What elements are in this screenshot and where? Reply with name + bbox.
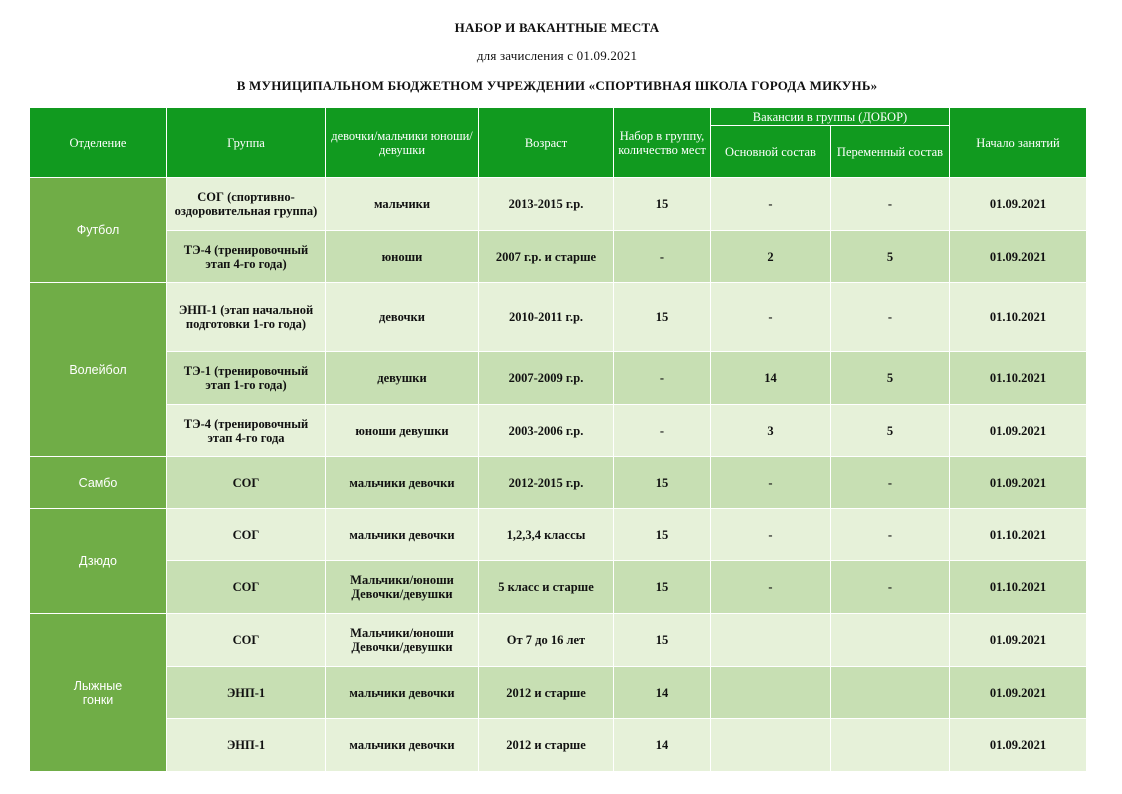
table-row — [30, 231, 1087, 283]
cell-main: 2 — [711, 231, 831, 283]
col-header-age: Возраст — [479, 108, 614, 178]
cell-start: 01.09.2021 — [950, 405, 1087, 457]
cell-start: 01.09.2021 — [950, 719, 1087, 772]
cell-start: 01.09.2021 — [950, 457, 1087, 509]
cell-recruit: - — [614, 405, 711, 457]
cell-group: СОГ (спортивно-оздоровительная группа) — [167, 178, 326, 231]
cell-recruit: 14 — [614, 719, 711, 772]
table-row — [30, 352, 1087, 405]
cell-age: 2013-2015 г.р. — [479, 178, 614, 231]
col-header-variable: Переменный состав — [831, 126, 950, 178]
cell-group: ТЭ-4 (тренировочный этап 4-го года — [167, 405, 326, 457]
cell-recruit: 15 — [614, 283, 711, 352]
cell-start: 01.09.2021 — [950, 178, 1087, 231]
cell-gender: юноши — [326, 231, 479, 283]
cell-age: 2012 и старше — [479, 719, 614, 772]
table-row — [30, 614, 1087, 667]
cell-group: СОГ — [167, 457, 326, 509]
table-row — [30, 509, 1087, 561]
cell-main — [711, 614, 831, 667]
table-row — [30, 561, 1087, 614]
col-header-vacancies: Вакансии в группы (ДОБОР) — [711, 108, 950, 126]
table-row — [30, 457, 1087, 509]
table-row — [30, 405, 1087, 457]
cell-gender: девочки — [326, 283, 479, 352]
cell-recruit: 15 — [614, 561, 711, 614]
col-header-start: Начало занятий — [950, 108, 1087, 178]
cell-group: ЭНП-1 — [167, 667, 326, 719]
cell-age: 2007 г.р. и старше — [479, 231, 614, 283]
cell-variable: 5 — [831, 231, 950, 283]
cell-start: 01.09.2021 — [950, 231, 1087, 283]
cell-main: - — [711, 178, 831, 231]
cell-variable — [831, 719, 950, 772]
cell-start: 01.10.2021 — [950, 283, 1087, 352]
cell-gender: девушки — [326, 352, 479, 405]
col-header-dept: Отделение — [30, 108, 167, 178]
cell-start: 01.09.2021 — [950, 667, 1087, 719]
cell-main: 3 — [711, 405, 831, 457]
col-header-recruit: Набор в группу, количество мест — [614, 108, 711, 178]
cell-group: ЭНП-1 (этап начальной подготовки 1-го года) — [167, 283, 326, 352]
cell-age: 2003-2006 г.р. — [479, 405, 614, 457]
institution-title: В МУНИЦИПАЛЬНОМ БЮДЖЕТНОМ УЧРЕЖДЕНИИ «СПОРТИВНАЯ ШКОЛА ГОРОДА МИКУНЬ» — [236, 78, 878, 93]
document-subtitle-date: для зачисления с 01.09.2021 — [476, 48, 638, 63]
cell-recruit: - — [614, 231, 711, 283]
cell-main: - — [711, 457, 831, 509]
cell-start: 01.10.2021 — [950, 352, 1087, 405]
cell-recruit: - — [614, 352, 711, 405]
cell-gender: мальчики девочки — [326, 667, 479, 719]
cell-gender: юноши девушки — [326, 405, 479, 457]
cell-main: - — [711, 283, 831, 352]
dept-ski-racing — [30, 614, 167, 772]
table-row — [30, 283, 1087, 352]
table-row — [30, 178, 1087, 231]
cell-group: ТЭ-4 (тренировочный этап 4-го года) — [167, 231, 326, 283]
cell-recruit: 15 — [614, 457, 711, 509]
cell-age: 2012 и старше — [479, 667, 614, 719]
cell-gender: Мальчики/юноши Девочки/девушки — [326, 614, 479, 667]
vacancies-table — [29, 107, 1087, 772]
dept-volleyball — [30, 283, 167, 457]
cell-recruit: 15 — [614, 178, 711, 231]
cell-variable: - — [831, 561, 950, 614]
cell-start: 01.09.2021 — [950, 614, 1087, 667]
cell-variable: 5 — [831, 352, 950, 405]
cell-variable: 5 — [831, 405, 950, 457]
table-row — [30, 667, 1087, 719]
cell-group: СОГ — [167, 614, 326, 667]
cell-age: 5 класс и старше — [479, 561, 614, 614]
cell-variable: - — [831, 283, 950, 352]
cell-recruit: 14 — [614, 667, 711, 719]
cell-variable — [831, 614, 950, 667]
cell-group: ТЭ-1 (тренировочный этап 1-го года) — [167, 352, 326, 405]
table-row — [30, 719, 1087, 772]
cell-main — [711, 667, 831, 719]
cell-gender: мальчики девочки — [326, 509, 479, 561]
cell-age: От 7 до 16 лет — [479, 614, 614, 667]
cell-start: 01.10.2021 — [950, 509, 1087, 561]
col-header-gender: девочки/мальчики юноши/девушки — [326, 108, 479, 178]
dept-label: Волейбол — [69, 362, 127, 377]
cell-variable: - — [831, 178, 950, 231]
dept-label: Дзюдо — [79, 554, 117, 568]
cell-recruit: 15 — [614, 614, 711, 667]
cell-age: 2010-2011 г.р. — [479, 283, 614, 352]
cell-variable — [831, 667, 950, 719]
cell-gender: мальчики девочки — [326, 719, 479, 772]
cell-start: 01.10.2021 — [950, 561, 1087, 614]
dept-label: Самбо — [78, 475, 118, 490]
cell-group: ЭНП-1 — [167, 719, 326, 772]
cell-variable: - — [831, 509, 950, 561]
cell-gender: мальчики — [326, 178, 479, 231]
cell-gender: Мальчики/юноши Девочки/девушки — [326, 561, 479, 614]
cell-age: 2012-2015 г.р. — [479, 457, 614, 509]
cell-group: СОГ — [167, 561, 326, 614]
dept-label: Лыжные гонки — [73, 678, 123, 707]
cell-group: СОГ — [167, 509, 326, 561]
cell-gender: мальчики девочки — [326, 457, 479, 509]
document-title: НАБОР И ВАКАНТНЫЕ МЕСТА — [454, 20, 660, 35]
cell-main: - — [711, 561, 831, 614]
cell-variable: - — [831, 457, 950, 509]
cell-recruit: 15 — [614, 509, 711, 561]
col-header-main: Основной состав — [711, 126, 831, 178]
cell-main — [711, 719, 831, 772]
dept-judo — [30, 509, 167, 614]
cell-main: - — [711, 509, 831, 561]
cell-age: 2007-2009 г.р. — [479, 352, 614, 405]
cell-age: 1,2,3,4 классы — [479, 509, 614, 561]
dept-football — [30, 178, 167, 283]
cell-main: 14 — [711, 352, 831, 405]
dept-label: Футбол — [76, 223, 120, 237]
col-header-group: Группа — [167, 108, 326, 178]
dept-sambo — [30, 457, 167, 509]
